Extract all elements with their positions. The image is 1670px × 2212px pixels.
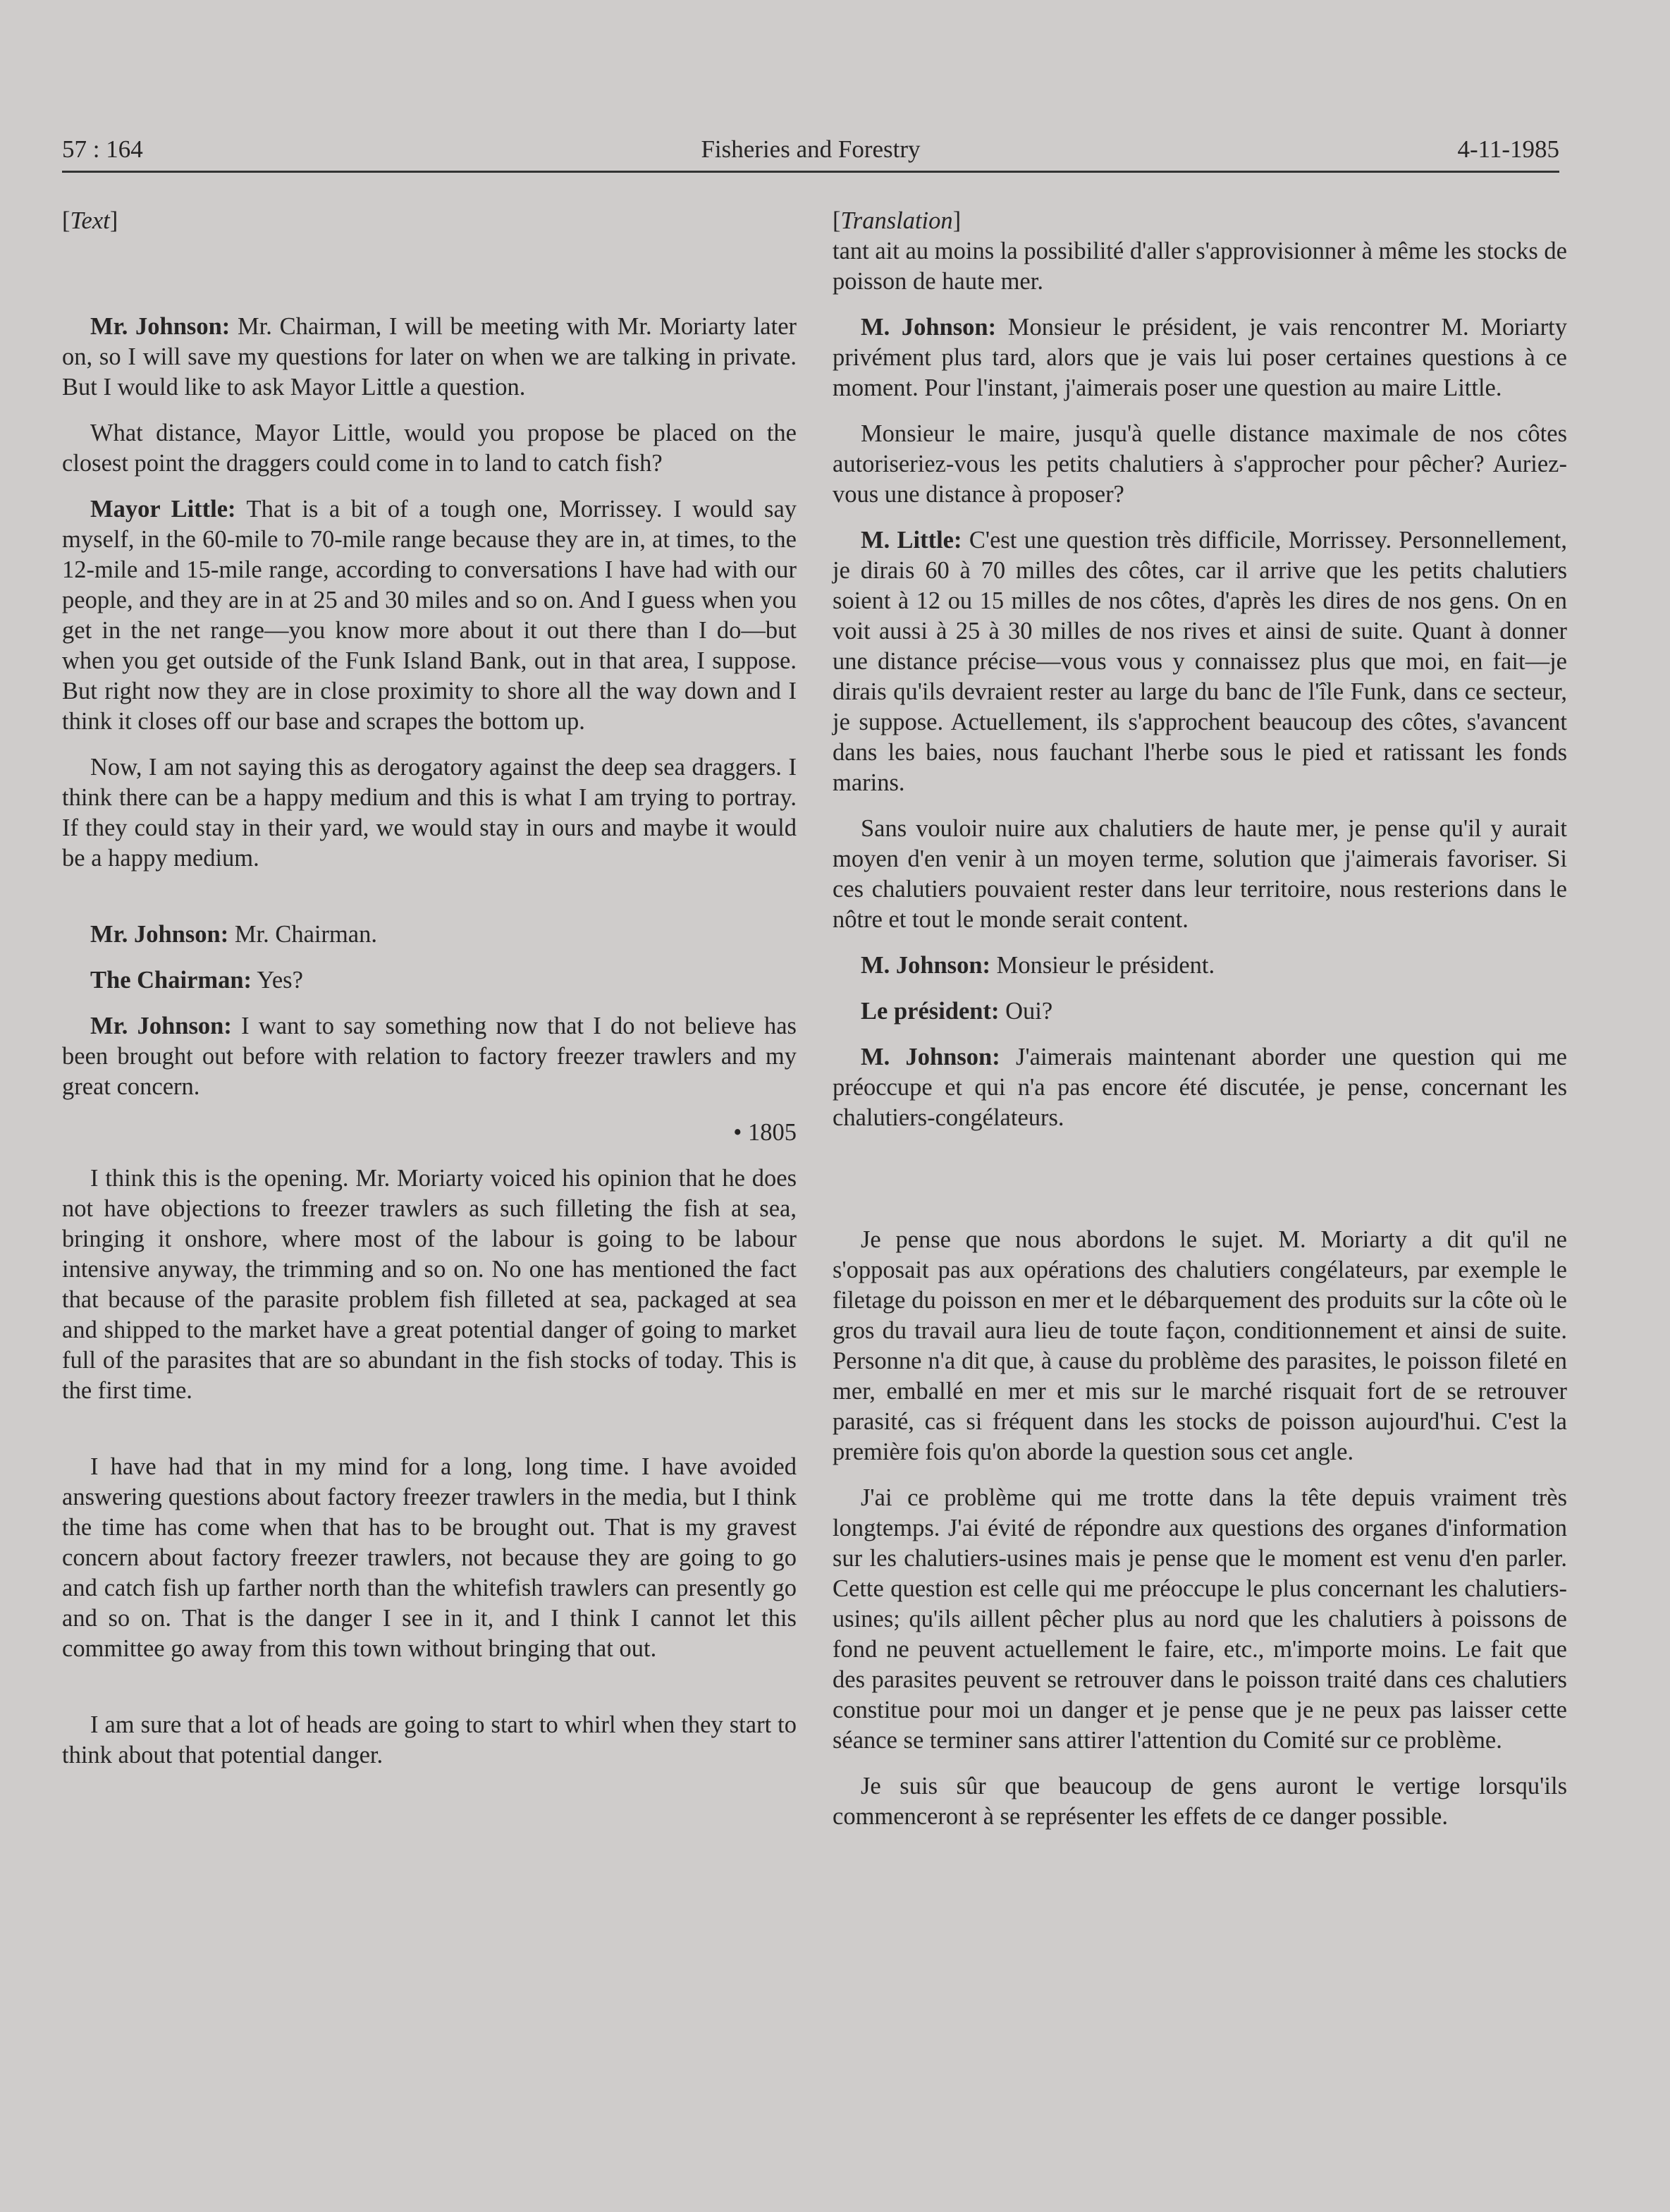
paragraph: M. Johnson: Monsieur le président, je vais rencontrer M. Moriarty privément plus tard, alors que je vais lui poser certaines questions à ce moment. Pour l'instant, j'aimerais poser une question au maire Little. xyxy=(833,314,1567,401)
paragraph: Je pense que nous abordons le sujet. M. Moriarty a dit qu'il ne s'opposait pas aux opérations des chalutiers congélateurs, par exemple le filetage du poisson en mer et le débarquement des produits sur la côte où le gros du travail aura lieu de toute façon, conditionnement et ainsi de suite. Personne n'a dit que, à cause du problème des parasites, le poisson fileté en mer, emballé en mer et mis sur le marché risquait fort de se retrouver parasité, cas si fréquent dans les stocks de poisson aujourd'hui. C'est la première fois qu'on aborde la question sous cet angle. xyxy=(833,1226,1567,1465)
speaker-name: Mr. Johnson: xyxy=(90,313,231,340)
paragraph: I have had that in my mind for a long, long time. I have avoided answering questions about factory freezer trawlers in the media, but I think the time has come when that has to be brought out. That is my gravest concern about factory freezer trawlers, not because they are going to go and catch fish up farther north than the whitefish trawlers can presently go and so on. That is the danger I see in it, and I think I cannot let this committee go away from this town without bringing that out. xyxy=(62,1453,797,1662)
column-label: [Text] xyxy=(62,207,118,234)
paragraph: Le président: Oui? xyxy=(861,998,1053,1025)
publication-title: Fisheries and Forestry xyxy=(701,135,921,163)
paragraph: Mr. Johnson: I want to say something now that I do not believe has been brought out before with relation to factory freezer trawlers and my great concern. xyxy=(62,1013,797,1100)
speaker-name: M. Little: xyxy=(861,527,962,554)
speaker-name: Le président: xyxy=(861,998,1000,1025)
paragraph: I think this is the opening. Mr. Moriarty voiced his opinion that he does not have objections to freezer trawlers as such filleting the fish at sea, bringing it onshore, where most of the labour is going to be labour intensive anyway, the trimming and so on. No one has mentioned the fact that because of the parasite problem fish filleted at sea, packaged at sea and shipped to the market have a great potential danger of going to market full of the parasites that are so abundant in the fish stocks of today. This is the first time. xyxy=(62,1165,797,1404)
paragraph: Sans vouloir nuire aux chalutiers de haute mer, je pense qu'il y aurait moyen d'en venir à un moyen terme, solution que j'aimerais favoriser. Si ces chalutiers pouvaient rester dans leur territoire, nous resterions dans le nôtre et tout le monde serait content. xyxy=(833,815,1567,933)
paragraph: Mr. Johnson: Mr. Chairman. xyxy=(90,921,377,948)
paragraph: Mayor Little: That is a bit of a tough one, Morrissey. I would say myself, in the 60-mile to 70-mile range because they are in, at times, to the 12-mile and 15-mile range, according to conversations I have had with our people, and they are in at 25 and 30 miles and so on. And I guess when you get in the net range—you know more about it out there than I do—but when you get outside of the Funk Island Bank, out in that area, I suppose. But right now they are in close proximity to shore all the way down and I think it closes off our base and scrapes the bottom up. xyxy=(62,496,797,735)
speaker-name: Mr. Johnson: xyxy=(90,1013,232,1039)
speaker-name: Mayor Little: xyxy=(90,496,236,523)
page-number: 57 : 164 xyxy=(62,135,143,163)
header-date: 4-11-1985 xyxy=(1457,135,1559,163)
speaker-name: M. Johnson: xyxy=(861,952,991,979)
paragraph: Now, I am not saying this as derogatory against the deep sea draggers. I think there can be a happy medium and this is what I am trying to portray. If they could stay in their yard, we would stay in ours and maybe it would be a happy medium. xyxy=(62,754,797,872)
time-marker: • 1805 xyxy=(733,1119,797,1146)
paragraph: Mr. Johnson: Mr. Chairman, I will be meeting with Mr. Moriarty later on, so I will save my questions for later on when we are talking in private. But I would like to ask Mayor Little a question. xyxy=(62,313,797,401)
paragraph: M. Little: C'est une question très difficile, Morrissey. Personnellement, je dirais 60 à 70 milles des côtes, car il arrive que les petits chalutiers soient à 12 ou 15 milles de nos côtes, d'après les dires de nos gens. On en voit aussi à 25 à 30 milles de nos rives et ainsi de suite. Quant à donner une distance précise—vous vous y connaissez plus que moi, en fait—je dirais qu'ils devraient rester au large du banc de l'île Funk, dans ce secteur, je suppose. Actuellement, ils s'approchent beaucoup des côtes, s'avancent dans les baies, nous fauchant l'herbe sous le pied et ratissant les fonds marins. xyxy=(833,527,1568,796)
paragraph: J'ai ce problème qui me trotte dans la tête depuis vraiment très longtemps. J'ai évité de répondre aux questions des organes d'information sur les chalutiers-usines mais je pense que le moment est venu d'en parler. Cette question est celle qui me préoccupe le plus concernant les chalutiers-usines; qu'ils aillent pêcher plus au nord que les chalutiers à poissons de fond ne peuvent actuellement le faire, etc., m'importe moins. Le fait que des parasites peuvent se retrouver dans le poisson traité dans ces chalutiers constitue pour moi un danger et je pense que je ne peux pas laisser cette séance se terminer sans attirer l'attention du Comité sur ce problème. xyxy=(833,1484,1567,1754)
running-header xyxy=(62,131,1559,168)
paragraph: What distance, Mayor Little, would you propose be placed on the closest point the draggers could come in to land to catch fish? xyxy=(62,420,797,477)
speaker-name: M. Johnson: xyxy=(861,314,997,341)
speaker-name: M. Johnson: xyxy=(861,1044,1000,1070)
french-column xyxy=(833,206,1567,1832)
paragraph: M. Johnson: J'aimerais maintenant aborder une question qui me préoccupe et qui n'a pas encore été discutée, je pense, concernant les chalutiers-congélateurs. xyxy=(833,1044,1567,1131)
paragraph: tant ait au moins la possibilité d'aller s'approvisionner à même les stocks de poisson de haute mer. xyxy=(833,238,1567,295)
header-rule xyxy=(62,171,1559,173)
paragraph: The Chairman: Yes? xyxy=(90,967,303,994)
english-column xyxy=(62,206,797,1771)
column-label: [Translation] xyxy=(833,207,962,234)
speaker-name: Mr. Johnson: xyxy=(90,921,229,948)
paragraph: Je suis sûr que beaucoup de gens auront le vertige lorsqu'ils commenceront à se représenter les effets de ce danger possible. xyxy=(833,1773,1567,1830)
paragraph: I am sure that a lot of heads are going to start to whirl when they start to think about that potential danger. xyxy=(62,1711,797,1768)
paragraph: M. Johnson: Monsieur le président. xyxy=(861,952,1215,979)
paragraph: Monsieur le maire, jusqu'à quelle distance maximale de nos côtes autoriseriez-vous les petits chalutiers à s'approcher pour pêcher? Auriez-vous une distance à proposer? xyxy=(833,420,1567,508)
speaker-name: The Chairman: xyxy=(90,967,252,994)
